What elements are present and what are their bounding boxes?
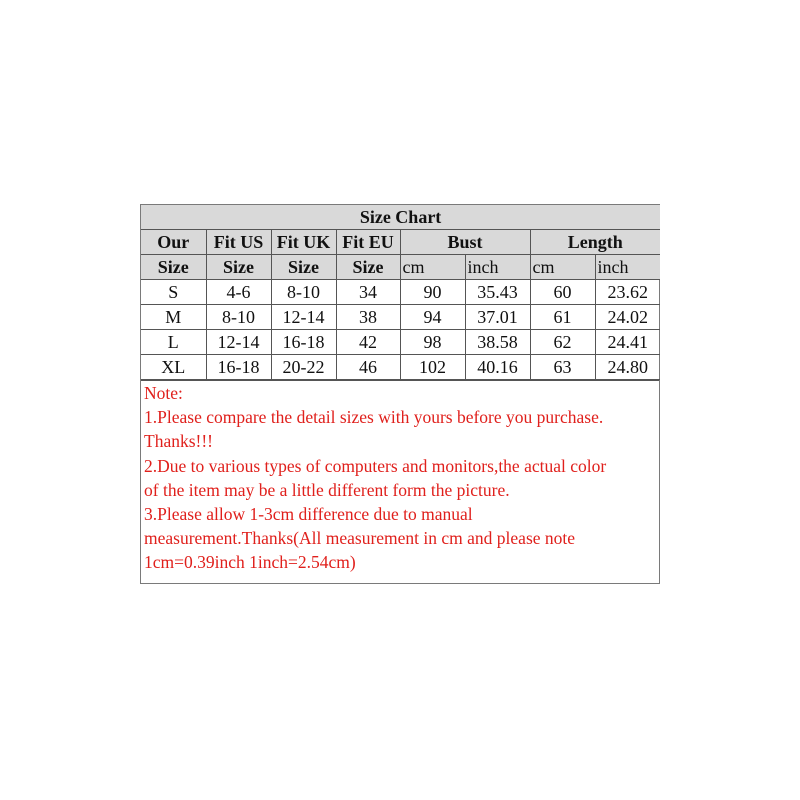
- header-length: Length: [530, 230, 660, 255]
- header-length-inch: inch: [595, 255, 660, 280]
- header-bust-cm: cm: [400, 255, 465, 280]
- table-cell: 8-10: [206, 305, 271, 330]
- table-title: Size Chart: [141, 205, 660, 230]
- note-line: 1cm=0.39inch 1inch=2.54cm): [144, 552, 356, 573]
- table-cell: 90: [400, 280, 465, 305]
- header-size: Size: [141, 255, 206, 280]
- note-line: 2.Due to various types of computers and monitors,the actual color: [144, 455, 607, 476]
- header-size: Size: [206, 255, 271, 280]
- table-cell: 23.62: [595, 280, 660, 305]
- notes: [141, 380, 659, 583]
- table-row: [141, 355, 660, 380]
- table-cell: 24.41: [595, 330, 660, 355]
- table-cell: 16-18: [206, 355, 271, 380]
- table-cell: 40.16: [465, 355, 530, 380]
- table-cell: 38: [336, 305, 400, 330]
- table-cell: 46: [336, 355, 400, 380]
- header-size: Size: [271, 255, 336, 280]
- table-cell: 20-22: [271, 355, 336, 380]
- header-eu: Fit EU: [336, 230, 400, 255]
- table-cell: S: [141, 280, 206, 305]
- table-cell: 16-18: [271, 330, 336, 355]
- table-cell: 98: [400, 330, 465, 355]
- table-cell: 24.02: [595, 305, 660, 330]
- table-cell: M: [141, 305, 206, 330]
- header-bust: Bust: [400, 230, 530, 255]
- table-cell: 60: [530, 280, 595, 305]
- table-cell: 8-10: [271, 280, 336, 305]
- table-row: [141, 330, 660, 355]
- table-row: [141, 305, 660, 330]
- note-line: Note:: [144, 383, 183, 403]
- table-row: [141, 280, 660, 305]
- table-cell: 12-14: [206, 330, 271, 355]
- table-cell: 62: [530, 330, 595, 355]
- size-chart: [140, 204, 660, 584]
- table-cell: 12-14: [271, 305, 336, 330]
- table-cell: XL: [141, 355, 206, 380]
- header-bust-inch: inch: [465, 255, 530, 280]
- table-cell: 37.01: [465, 305, 530, 330]
- note-line: Thanks!!!: [144, 431, 214, 452]
- table-cell: 4-6: [206, 280, 271, 305]
- table-cell: 35.43: [465, 280, 530, 305]
- header-our: Our: [141, 230, 206, 255]
- header-uk: Fit UK: [271, 230, 336, 255]
- table-cell: 38.58: [465, 330, 530, 355]
- table-cell: 63: [530, 355, 595, 380]
- note-line: 1.Please compare the detail sizes with yours before you purchase.: [144, 407, 604, 428]
- table-cell: 102: [400, 355, 465, 380]
- header-size: Size: [336, 255, 400, 280]
- table-cell: L: [141, 330, 206, 355]
- header-length-cm: cm: [530, 255, 595, 280]
- table-cell: 34: [336, 280, 400, 305]
- table-cell: 61: [530, 305, 595, 330]
- note-line: 3.Please allow 1-3cm difference due to manual: [144, 504, 473, 525]
- table-cell: 24.80: [595, 355, 660, 380]
- size-table: [141, 205, 660, 380]
- table-cell: 94: [400, 305, 465, 330]
- table-cell: 42: [336, 330, 400, 355]
- header-us: Fit US: [206, 230, 271, 255]
- note-line: measurement.Thanks(All measurement in cm and please note: [144, 528, 576, 549]
- note-line: of the item may be a little different form the picture.: [144, 479, 510, 500]
